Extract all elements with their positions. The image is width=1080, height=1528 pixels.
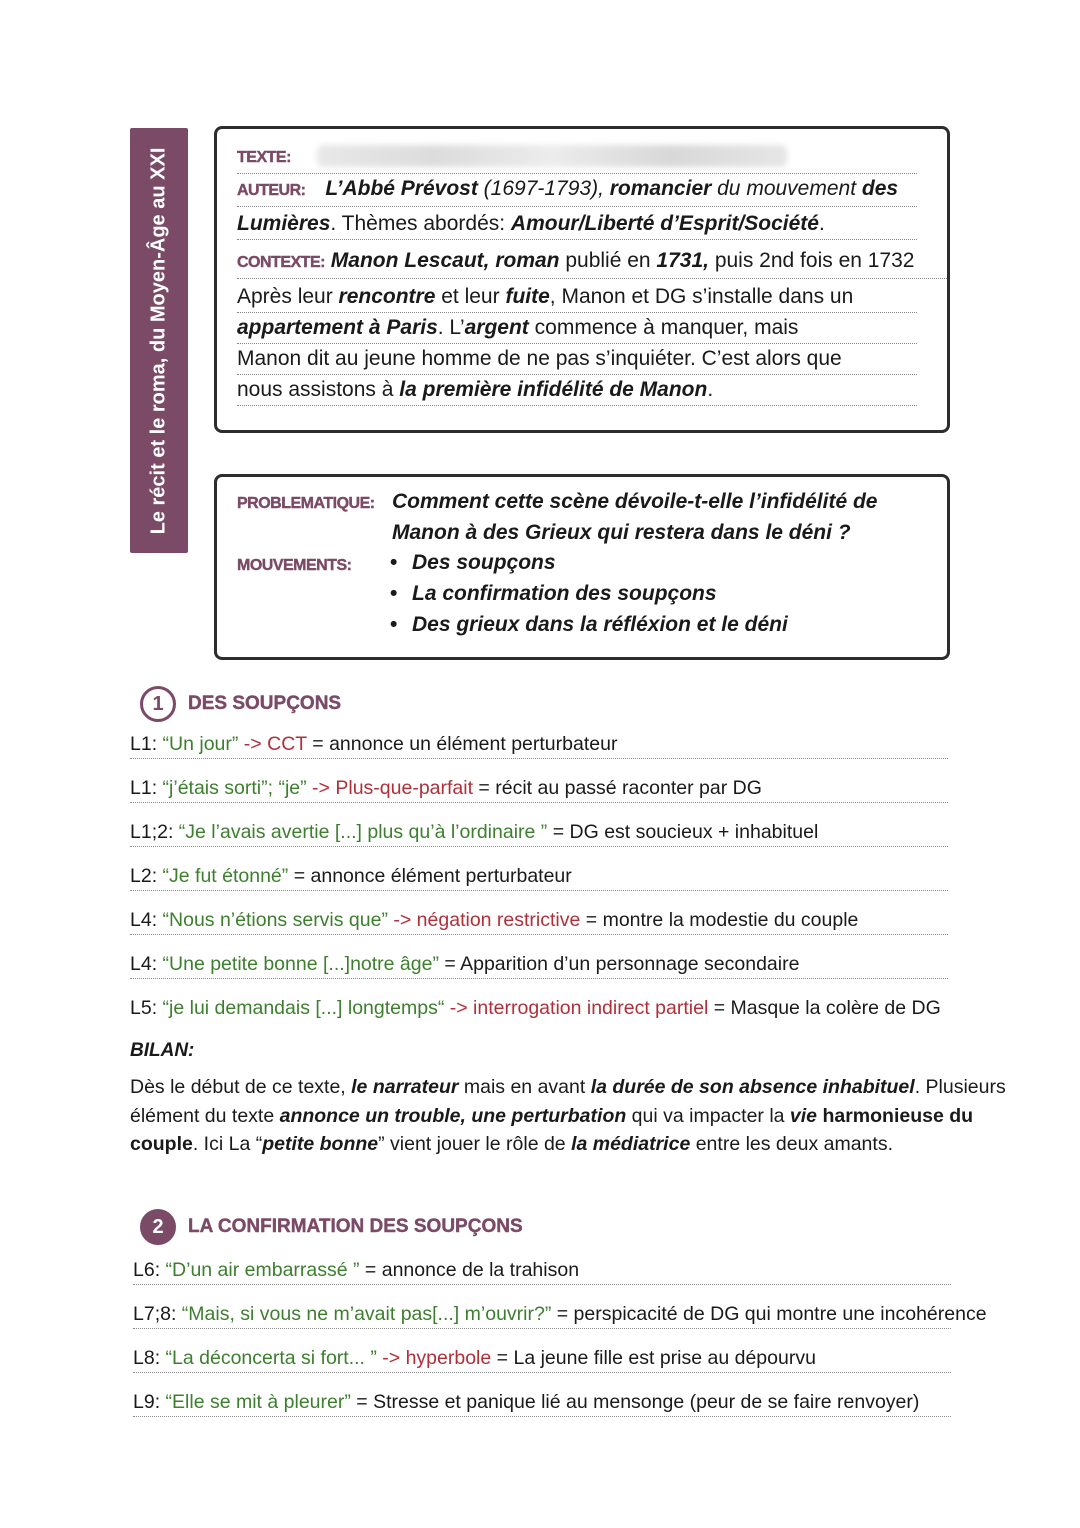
analysis-row (133, 1256, 951, 1285)
problematique-label: PROBLEMATIQUE: (237, 495, 375, 512)
text-fragment: -> hyperbole (376, 1347, 492, 1369)
text-fragment: “Je fut étonné” (162, 865, 289, 887)
chapter-title: Le récit et le roma, du Moyen-Âge au XXI (147, 147, 170, 534)
text-fragment: = Apparition d’un personnage secondaire (438, 953, 800, 975)
contexte-line-1 (237, 246, 947, 279)
text-fragment: = Stresse et panique lié au mensonge (peur de se faire renvoyer) (350, 1391, 920, 1413)
text-fragment: qui va impacter la (626, 1104, 790, 1127)
text-fragment: L1;2: (130, 821, 179, 843)
redacted-title (317, 145, 787, 167)
author-name: L’Abbé Prévost (325, 177, 478, 200)
ctx-3d: commence à manquer, mais (528, 316, 799, 339)
ctx-2b: rencontre (338, 285, 436, 308)
auteur-line-1 (237, 174, 917, 207)
analysis-row (133, 1300, 987, 1329)
mouvement-item: • Des soupçons (412, 551, 556, 575)
ctx-3a: appartement à Paris (237, 316, 438, 339)
analysis-row (130, 774, 948, 803)
text-fragment: -> CCT (238, 733, 307, 755)
text-fragment: = récit au passé raconter par DG (473, 777, 762, 799)
text-fragment: “Je l’avais avertie [...] plus qu’à l’ordinaire ” (178, 821, 548, 843)
analysis-row (130, 906, 948, 935)
text-fragment: L1: (130, 733, 163, 755)
ctx-5b: la première infidélité de Manon (399, 378, 708, 401)
bilan-paragraph (130, 1073, 1010, 1159)
chapter-side-tab (130, 128, 188, 553)
problematique-line-2: Manon à des Grieux qui restera dans le déni ? (392, 521, 851, 544)
analysis-row (130, 818, 948, 847)
ctx-1a: Manon Lescaut, roman (330, 249, 560, 272)
analysis-row (130, 994, 948, 1022)
themes-end: . (818, 212, 825, 235)
section-2-title: LA CONFIRMATION DES SOUPÇONS (188, 1216, 523, 1237)
text-fragment: Dès le début de ce texte, (130, 1076, 352, 1098)
text-fragment: ” vient jouer le rôle de (378, 1133, 572, 1155)
text-fragment: “Un jour” (162, 733, 239, 755)
text-fragment: = annonce élément perturbateur (288, 865, 572, 887)
text-fragment: L4: (130, 953, 163, 975)
text-fragment: L8: (133, 1347, 166, 1369)
text-fragment: -> négation restrictive (387, 909, 581, 931)
contexte-line-5 (237, 375, 917, 406)
text-fragment: = DG est soucieux + inhabituel (547, 821, 819, 843)
mouvements-label: MOUVEMENTS: (237, 557, 352, 574)
contexte-line-3 (237, 313, 917, 344)
ctx-1d: puis 2nd fois en 1732 (708, 249, 915, 272)
section-1-number: 1 (140, 686, 176, 722)
ctx-2e: , Manon et DG s’installe dans un (549, 285, 854, 308)
ctx-2c: et leur (435, 285, 506, 308)
text-fragment: “Une petite bonne [...]notre âge” (162, 953, 439, 975)
analysis-row (133, 1344, 951, 1373)
section-1-title: DES SOUPÇONS (188, 693, 342, 714)
author-dates: (1697-1793), (477, 177, 610, 200)
contexte-label: CONTEXTE: (237, 254, 325, 271)
text-fragment: “Nous n’étions servis que” (162, 909, 388, 931)
text-fragment: -> interrogation indirect partiel (444, 997, 709, 1019)
text-fragment: entre les deux amants. (690, 1133, 893, 1155)
contexte-line-2 (237, 282, 917, 313)
ctx-3c: argent (464, 316, 529, 339)
analysis-row (130, 862, 948, 891)
text-fragment: L4: (130, 909, 163, 931)
mouvement-item: • Des grieux dans la réfléxion et le déni (412, 613, 788, 637)
text-fragment: “je lui demandais [...] longtemps“ (162, 997, 445, 1019)
text-fragment: = Masque la colère de DG (708, 997, 941, 1019)
texte-line (237, 141, 917, 174)
text-fragment: “j’étais sorti”; “je” (162, 777, 307, 799)
text-fragment: le narrateur (351, 1076, 459, 1098)
section-2-number: 2 (140, 1209, 176, 1245)
text-fragment: “La déconcerta si fort... ” (165, 1347, 377, 1369)
ctx-5a: nous assistons à (237, 378, 400, 401)
text-fragment: la médiatrice (571, 1133, 691, 1155)
mouvement-item: • La confirmation des soupçons (412, 582, 717, 606)
text-fragment: -> Plus-que-parfait (306, 777, 474, 799)
text-fragment: “D’un air embarrassé ” (165, 1259, 360, 1281)
text-info-box (214, 126, 950, 433)
text-fragment: vie (789, 1104, 818, 1127)
text-fragment: petite bonne (262, 1133, 379, 1155)
ctx-1b: publié en (559, 249, 657, 272)
text-fragment: . Ici La “ (192, 1133, 263, 1155)
ctx-5c: . (707, 378, 714, 401)
section-1-heading (140, 686, 341, 722)
ctx-4: Manon dit au jeune homme de ne pas s’inquiéter. C’est alors que (237, 347, 842, 370)
problematique-box (214, 474, 950, 660)
auteur-line-2 (237, 209, 917, 240)
analysis-row (130, 950, 948, 979)
bilan-title: BILAN: (130, 1040, 195, 1061)
text-fragment: L6: (133, 1259, 166, 1281)
text-fragment: = perspicacité de DG qui montre une incohérence (551, 1303, 987, 1325)
ctx-1c: 1731, (656, 249, 709, 272)
ctx-3b: . L’ (437, 316, 465, 339)
section-2-heading (140, 1209, 523, 1245)
text-fragment: . Plusieurs élément du texte (130, 1076, 1006, 1127)
contexte-line-4 (237, 344, 917, 375)
author-des: des (861, 177, 899, 200)
text-fragment: = montre la modestie du couple (580, 909, 859, 931)
text-fragment: = annonce un élément perturbateur (306, 733, 618, 755)
themes-prefix: . Thèmes abordés: (330, 212, 511, 235)
text-fragment: la durée de son absence inhabituel (590, 1076, 915, 1098)
texte-label: TEXTE: (237, 149, 291, 166)
problematique-line-1: Comment cette scène dévoile-t-elle l’infidélité de (392, 490, 878, 513)
text-fragment: “Mais, si vous ne m’avait pas[...] m’ouvrir?” (181, 1303, 552, 1325)
text-fragment: annonce un trouble, une perturbation (279, 1104, 627, 1127)
author-mid: du mouvement (711, 177, 862, 200)
themes: Amour/Liberté d’Esprit/Société (510, 212, 819, 235)
author-role: romancier (609, 177, 712, 200)
text-fragment: L9: (133, 1391, 166, 1413)
text-fragment: “Elle se mit à pleurer” (165, 1391, 351, 1413)
auteur-label: AUTEUR: (237, 182, 306, 199)
ctx-2a: Après leur (237, 285, 339, 308)
text-fragment: L5: (130, 997, 163, 1019)
analysis-row (130, 730, 948, 759)
text-fragment: = annonce de la trahison (359, 1259, 580, 1281)
movement-name: Lumières (237, 212, 331, 235)
ctx-2d: fuite (505, 285, 550, 308)
text-fragment: L1: (130, 777, 163, 799)
text-fragment: = La jeune fille est prise au dépourvu (491, 1347, 816, 1369)
text-fragment: L2: (130, 865, 163, 887)
text-fragment: harmonieuse du couple (130, 1104, 974, 1155)
text-fragment: L7;8: (133, 1303, 182, 1325)
text-fragment: mais en avant (458, 1076, 591, 1098)
analysis-row (133, 1388, 951, 1417)
